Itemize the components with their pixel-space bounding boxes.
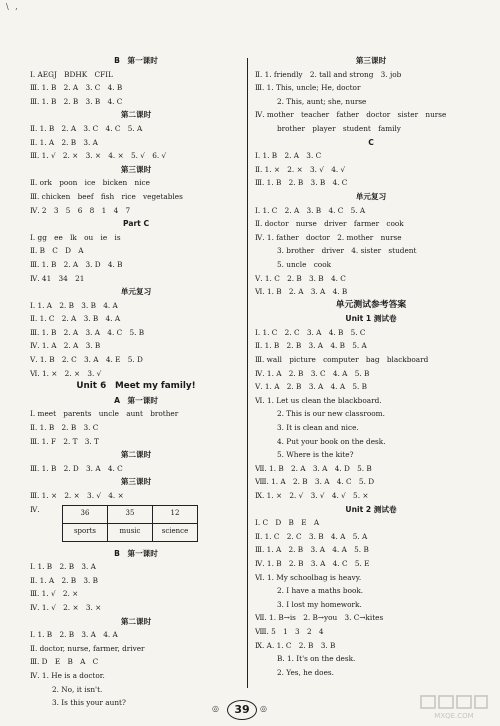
left-answer-line: Ⅳ. 1. √ 2. × 3. × bbox=[30, 602, 102, 612]
left-answer-line: Ⅱ. 1. C 2. A 3. B 4. A bbox=[30, 314, 121, 324]
right-answer-line: 5. uncle cook bbox=[277, 259, 332, 269]
right-answer-line: Ⅰ. C D B E A bbox=[255, 518, 320, 528]
left-answer-line: Ⅲ. 1. √ 2. × bbox=[30, 589, 79, 599]
right-answer-line: 2. I have a maths book. bbox=[277, 586, 364, 596]
right-answer-column bbox=[255, 54, 487, 679]
right-section-heading: 单元复习 bbox=[355, 191, 387, 201]
left-answer-column bbox=[30, 54, 242, 710]
left-answer-line: Ⅱ. 1. A 2. B 3. B bbox=[30, 575, 99, 585]
right-answer-line: Ⅰ. 1. B 2. A 3. C bbox=[255, 151, 322, 161]
table-cell: sports bbox=[63, 523, 108, 541]
right-answer-line: Ⅳ. 1. A 2. B 3. C 4. A 5. B bbox=[255, 368, 370, 378]
left-section-heading: B 第一课时 bbox=[114, 548, 158, 558]
left-answer-line: Ⅱ. 1. A 2. B 3. A bbox=[30, 137, 98, 147]
table-row bbox=[63, 505, 198, 523]
right-answer-line: Ⅲ. wall picture computer bag blackboard bbox=[255, 355, 429, 365]
left-answer-line: 3. Is this your aunt? bbox=[52, 698, 126, 708]
right-answer-line: 4. Put your book on the desk. bbox=[277, 436, 386, 446]
left-table-row bbox=[30, 503, 242, 547]
left-answer-line: Ⅳ. 1. A 2. A 3. B bbox=[30, 341, 101, 351]
right-answer-line: Ⅲ. 1. This, uncle; He, doctor bbox=[255, 83, 361, 93]
watermark-text: MXQE.COM bbox=[434, 712, 474, 720]
right-answer-line: Ⅷ. 1. A 2. B 3. A 4. C 5. D bbox=[255, 477, 375, 487]
left-section-heading: Unit 6 Meet my family! bbox=[76, 381, 196, 392]
right-answer-line: Ⅵ. 1. B 2. A 3. A 4. B bbox=[255, 287, 348, 297]
right-answer-line: Ⅸ. 1. × 2. √ 3. √ 4. √ 5. × bbox=[255, 491, 369, 500]
right-section-heading: 第三课时 bbox=[355, 56, 387, 65]
left-answer-line: Ⅲ. 1. B 2. A 3. A 4. C 5. B bbox=[30, 327, 145, 337]
page-number: 39 bbox=[227, 700, 257, 720]
table-cell: science bbox=[153, 523, 198, 541]
left-section-heading: 第二课时 bbox=[120, 110, 152, 120]
right-answer-line: Ⅵ. 1. Let us clean the blackboard. bbox=[255, 395, 382, 405]
ornament-right-icon: ◎ bbox=[260, 704, 267, 713]
left-section-heading: A 第一课时 bbox=[114, 395, 158, 405]
left-section-heading: B 第一课时 bbox=[114, 56, 158, 65]
right-answer-line: Ⅱ. doctor nurse driver farmer cook bbox=[255, 219, 404, 229]
left-answer-line: Ⅲ. 1. F 2. T 3. T bbox=[30, 436, 99, 446]
left-answer-line: Ⅲ. 1. × 2. × 3. √ 4. × bbox=[30, 491, 124, 500]
right-answer-line: Ⅴ. 1. C 2. B 3. B 4. C bbox=[255, 273, 346, 283]
left-answer-line: Ⅲ. D E B A C bbox=[30, 657, 99, 667]
left-answer-line: Ⅱ. ork poon ice bicken nice bbox=[30, 178, 150, 188]
right-answer-line: Ⅱ. 1. friendly 2. tall and strong 3. job bbox=[255, 69, 402, 79]
right-answer-line: Ⅰ. 1. C 2. A 3. B 4. C 5. A bbox=[255, 205, 366, 215]
left-answer-line: Ⅰ. gg ee lk ou ie is bbox=[30, 232, 121, 242]
left-answer-line: Ⅲ. 1. B 2. A 3. D 4. B bbox=[30, 259, 123, 269]
right-answer-line: Ⅰ. 1. C 2. C 3. A 4. B 5. C bbox=[255, 327, 366, 337]
left-answer-line: Ⅲ. 1. √ 2. × 3. × 4. × 5. √ 6. √ bbox=[30, 151, 167, 161]
right-answer-line: Ⅵ. 1. My schoolbag is heavy. bbox=[255, 572, 362, 582]
left-section-heading: 第三课时 bbox=[120, 164, 152, 174]
left-answer-line: Ⅱ. 1. B 2. B 3. C bbox=[30, 423, 99, 433]
left-answer-line: Ⅲ. 1. B 2. A 3. C 4. B bbox=[30, 83, 123, 93]
table-cell: music bbox=[108, 523, 153, 541]
left-answer-line: Ⅰ. 1. A 2. B 3. B 4. A bbox=[30, 300, 118, 310]
right-section-heading: Unit 2 测试卷 bbox=[345, 504, 397, 514]
right-answer-line: Ⅱ. 1. C 2. C 3. B 4. A 5. A bbox=[255, 531, 368, 541]
right-answer-line: 3. I lost my homework. bbox=[277, 599, 362, 609]
right-section-heading: C bbox=[368, 137, 374, 147]
right-answer-line: 5. Where is the kite? bbox=[277, 450, 354, 460]
left-section-heading: 单元复习 bbox=[120, 287, 152, 297]
right-answer-line: Ⅶ. 1. B 2. A 3. A 4. D 5. B bbox=[255, 463, 372, 473]
right-answer-line: Ⅱ. 1. × 2. × 3. √ 4. √ bbox=[255, 164, 346, 174]
right-answer-line: 2. This, aunt; she, nurse bbox=[277, 96, 367, 106]
right-answer-line: Ⅳ. mother teacher father doctor sister nurse bbox=[255, 110, 447, 120]
left-answer-line: Ⅵ. 1. × 2. × 3. √ bbox=[30, 368, 102, 378]
right-answer-line: Ⅸ. A. 1. C 2. B 3. B bbox=[255, 640, 336, 650]
table-row bbox=[63, 523, 198, 541]
watermark bbox=[412, 694, 496, 724]
right-answer-line: Ⅱ. 1. B 2. B 3. A 4. B 5. A bbox=[255, 341, 367, 351]
right-answer-line: Ⅶ. 1. B→is 2. B→you 3. C→kites bbox=[255, 613, 384, 623]
right-answer-line: Ⅲ. 1. B 2. B 3. B 4. C bbox=[255, 178, 348, 188]
corner-marks: \ , bbox=[6, 2, 20, 11]
left-answer-line: Ⅳ. 41 34 21 bbox=[30, 273, 85, 283]
left-answer-line: 2. No, it isn't. bbox=[52, 684, 103, 694]
right-answer-line: 2. Yes, he does. bbox=[277, 667, 334, 677]
answer-table bbox=[62, 505, 198, 542]
right-answer-line: Ⅳ. 1. B 2. B 3. A 4. C 5. E bbox=[255, 558, 370, 568]
left-answer-line: Ⅲ. 1. B 2. D 3. A 4. C bbox=[30, 463, 123, 473]
left-answer-line: Ⅱ. B C D A bbox=[30, 246, 84, 256]
left-section-heading: 第三课时 bbox=[120, 477, 152, 487]
left-answer-line: Ⅲ. chicken beef fish rice vegetables bbox=[30, 191, 183, 201]
left-answer-line: Ⅰ. 1. B 2. B 3. A 4. A bbox=[30, 630, 118, 640]
right-answer-line: Ⅲ. 1. A 2. B 3. A 4. A 5. B bbox=[255, 545, 369, 555]
left-section-heading: Part C bbox=[122, 219, 150, 229]
right-answer-line: 2. This is our new classroom. bbox=[277, 409, 385, 419]
right-answer-line: brother player student family bbox=[277, 123, 401, 133]
right-section-heading: 单元测试参考答案 bbox=[335, 299, 407, 310]
table-cell: 35 bbox=[108, 505, 153, 523]
left-section-heading: 第二课时 bbox=[120, 616, 152, 626]
right-answer-line: Ⅴ. 1. A 2. B 3. A 4. A 5. B bbox=[255, 382, 368, 392]
left-answer-line: Ⅳ. 1. He is a doctor. bbox=[30, 670, 105, 680]
left-section-heading: 第二课时 bbox=[120, 450, 152, 460]
right-answer-line: 3. It is clean and nice. bbox=[277, 423, 359, 433]
left-answer-line: Ⅰ. meet parents uncle aunt brother bbox=[30, 409, 179, 419]
ornament-left-icon: ◎ bbox=[212, 704, 219, 713]
left-answer-line: Ⅱ. doctor, nurse, farmer, driver bbox=[30, 643, 145, 653]
left-answer-line: Ⅲ. 1. B 2. B 3. B 4. C bbox=[30, 96, 123, 106]
table-cell: 36 bbox=[63, 505, 108, 523]
right-answer-line: B. 1. It's on the desk. bbox=[277, 654, 356, 664]
watermark-logo-icon bbox=[419, 694, 489, 710]
table-cell: 12 bbox=[153, 505, 198, 523]
left-answer-line: Ⅴ. 1. B 2. C 3. A 4. E 5. D bbox=[30, 355, 143, 365]
column-divider bbox=[247, 58, 248, 688]
left-answer-line: Ⅱ. 1. B 2. A 3. C 4. C 5. A bbox=[30, 123, 143, 133]
right-answer-line: 3. brother driver 4. sister student bbox=[277, 246, 417, 256]
left-answer-line: Ⅰ. AEGJ BDHK CFIL bbox=[30, 69, 113, 79]
right-answer-line: Ⅷ. 5 1 3 2 4 bbox=[255, 626, 324, 636]
question-number: Ⅳ. bbox=[30, 504, 40, 514]
left-answer-line: Ⅰ. 1. B 2. B 3. A bbox=[30, 562, 96, 572]
right-section-heading: Unit 1 测试卷 bbox=[345, 314, 397, 324]
right-answer-line: Ⅳ. 1. father doctor 2. mother nurse bbox=[255, 232, 402, 242]
left-answer-line: Ⅳ. 2 3 5 6 8 1 4 7 bbox=[30, 205, 131, 215]
